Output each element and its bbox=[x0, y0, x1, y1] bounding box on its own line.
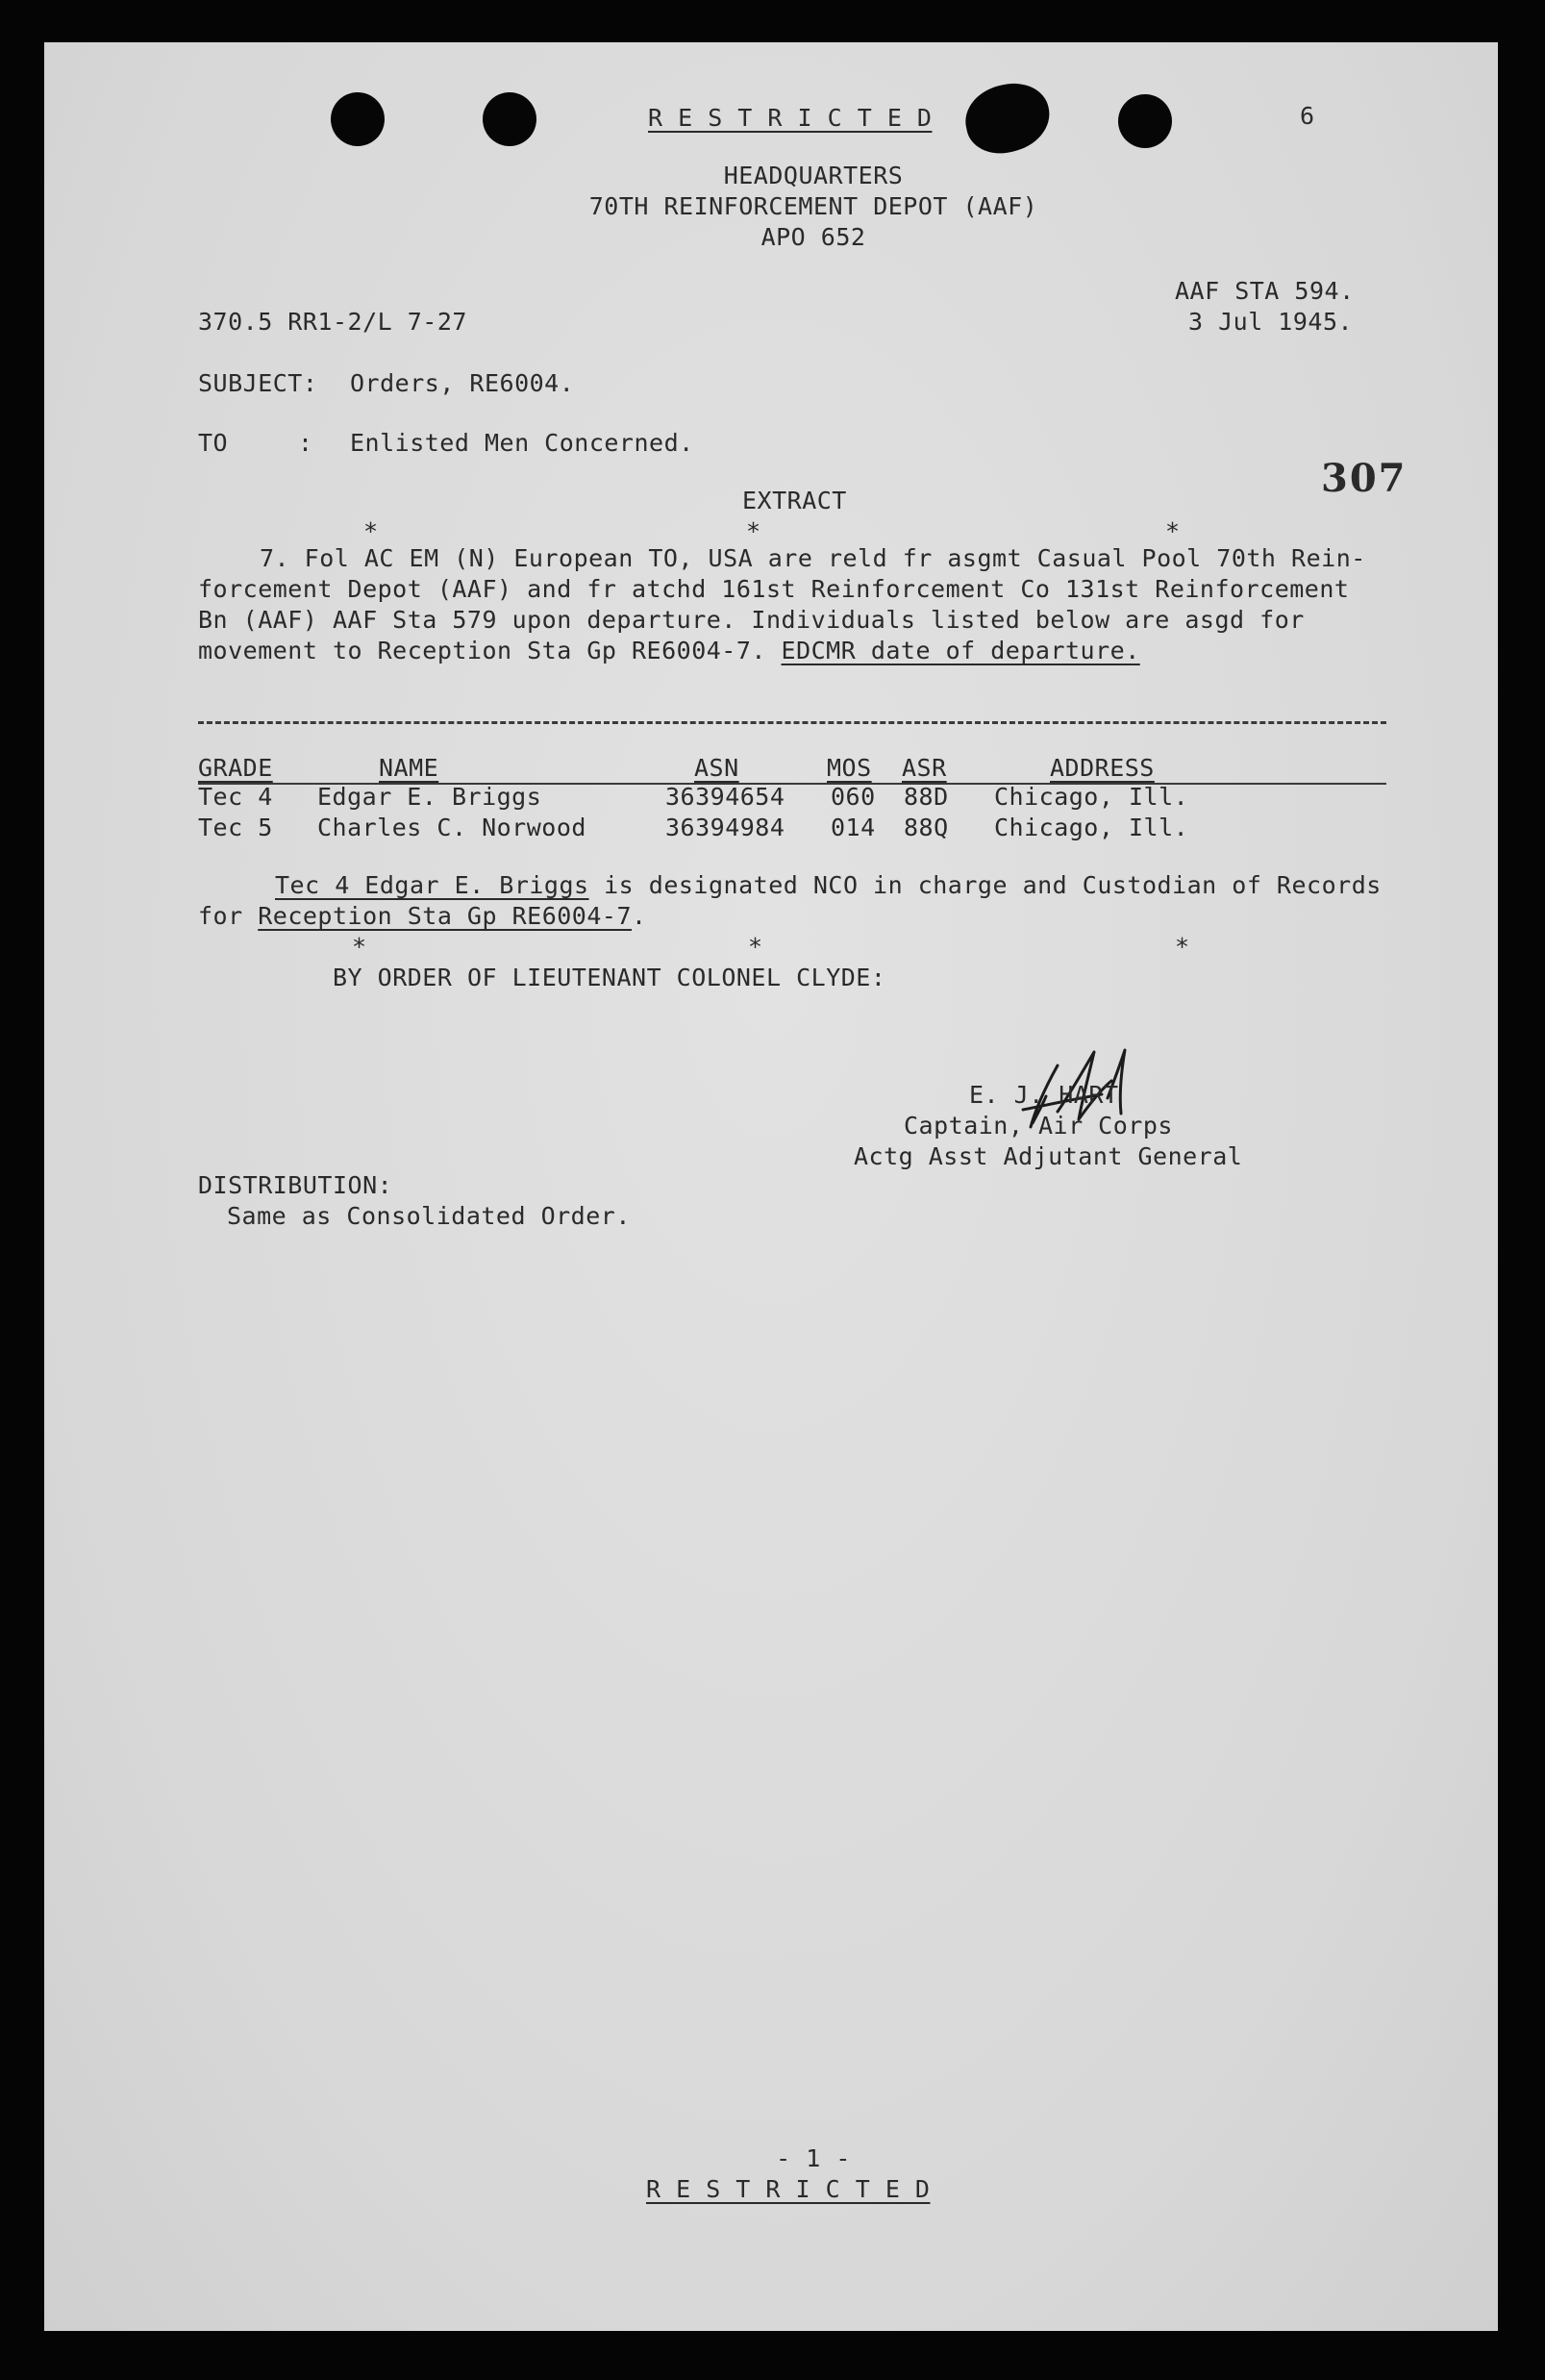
designated-nco-name: Tec 4 Edgar E. Briggs bbox=[275, 871, 589, 899]
station: AAF STA 594. bbox=[1175, 277, 1355, 305]
paragraph-7-line-3: Bn (AAF) AAF Sta 579 upon departure. Individuals listed below are asgd for bbox=[198, 606, 1305, 634]
reception-group: Reception Sta Gp RE6004-7 bbox=[258, 902, 633, 930]
paragraph-7-line-2: forcement Depot (AAF) and fr atchd 161st Reinforcement Co 131st Reinforcement bbox=[198, 575, 1350, 603]
subject-label: SUBJECT: bbox=[198, 369, 318, 397]
to-colon: : bbox=[298, 429, 313, 457]
hq-line-1: HEADQUARTERS bbox=[723, 162, 904, 189]
by-order-line: BY ORDER OF LIEUTENANT COLONEL CLYDE: bbox=[333, 964, 886, 991]
cell-asn: 36394984 bbox=[665, 814, 785, 841]
separator-star-6: * bbox=[1175, 933, 1190, 961]
classification-bottom: R E S T R I C T E D bbox=[646, 2175, 931, 2203]
distribution-label: DISTRIBUTION: bbox=[198, 1171, 393, 1199]
page-number: 6 bbox=[1300, 102, 1315, 130]
hq-line-3: APO 652 bbox=[760, 223, 866, 251]
cell-asr: 88Q bbox=[904, 814, 949, 841]
table-top-rule bbox=[198, 721, 1386, 724]
file-number: 370.5 RR1-2/L 7-27 bbox=[198, 308, 467, 336]
cell-asr: 88D bbox=[904, 783, 949, 811]
cell-name: Charles C. Norwood bbox=[317, 814, 586, 841]
col-header-address: ADDRESS bbox=[1050, 754, 1155, 782]
col-header-name: NAME bbox=[379, 754, 439, 782]
paragraph-7-line-4 bbox=[198, 637, 1140, 665]
designation-line-2-post: . bbox=[632, 902, 647, 930]
separator-star-5: * bbox=[748, 933, 763, 961]
punch-hole-4 bbox=[1118, 94, 1172, 148]
col-header-mos: MOS bbox=[827, 754, 872, 782]
separator-star-2: * bbox=[746, 517, 761, 545]
cell-grade: Tec 4 bbox=[198, 783, 273, 811]
document-page bbox=[44, 42, 1498, 2331]
separator-star-4: * bbox=[352, 933, 367, 961]
stamp-number: 307 bbox=[1321, 456, 1408, 501]
to-value: Enlisted Men Concerned. bbox=[350, 429, 694, 457]
cell-grade: Tec 5 bbox=[198, 814, 273, 841]
cell-asn: 36394654 bbox=[665, 783, 785, 811]
subject-value: Orders, RE6004. bbox=[350, 369, 575, 397]
punch-hole-3 bbox=[959, 77, 1057, 161]
signer-name: E. J. HART bbox=[969, 1081, 1119, 1109]
designation-line-2 bbox=[198, 902, 647, 931]
punch-hole-2 bbox=[483, 92, 536, 146]
col-header-asn: ASN bbox=[694, 754, 739, 782]
date: 3 Jul 1945. bbox=[1188, 308, 1354, 336]
designation-line-2-pre: for bbox=[198, 902, 259, 930]
footer-page-number: - 1 - bbox=[776, 2144, 851, 2172]
separator-star-3: * bbox=[1165, 517, 1181, 545]
designation-line-1 bbox=[275, 871, 1382, 900]
punch-hole-1 bbox=[331, 92, 385, 146]
separator-star-1: * bbox=[363, 517, 379, 545]
paragraph-7-line-4-text: movement to Reception Sta Gp RE6004-7. bbox=[198, 637, 766, 664]
col-header-asr: ASR bbox=[902, 754, 947, 782]
edcmr-text: EDCMR date of departure. bbox=[781, 637, 1140, 664]
hq-line-2: 70TH REINFORCEMENT DEPOT (AAF) bbox=[588, 192, 1038, 220]
designation-line-1-text: is designated NCO in charge and Custodian of Records bbox=[588, 871, 1382, 899]
cell-address: Chicago, Ill. bbox=[994, 783, 1189, 811]
col-header-grade: GRADE bbox=[198, 754, 273, 782]
cell-address: Chicago, Ill. bbox=[994, 814, 1189, 841]
cell-mos: 014 bbox=[831, 814, 876, 841]
cell-mos: 060 bbox=[831, 783, 876, 811]
extract-label: EXTRACT bbox=[742, 487, 847, 514]
paragraph-7-line-1: 7. Fol AC EM (N) European TO, USA are reld fr asgmt Casual Pool 70th Rein- bbox=[260, 544, 1366, 572]
distribution-value: Same as Consolidated Order. bbox=[227, 1202, 631, 1230]
signer-title: Actg Asst Adjutant General bbox=[854, 1142, 1243, 1170]
classification-top: R E S T R I C T E D bbox=[648, 104, 933, 132]
to-label: TO bbox=[198, 429, 229, 457]
signer-rank: Captain, Air Corps bbox=[904, 1112, 1173, 1140]
cell-name: Edgar E. Briggs bbox=[317, 783, 542, 811]
